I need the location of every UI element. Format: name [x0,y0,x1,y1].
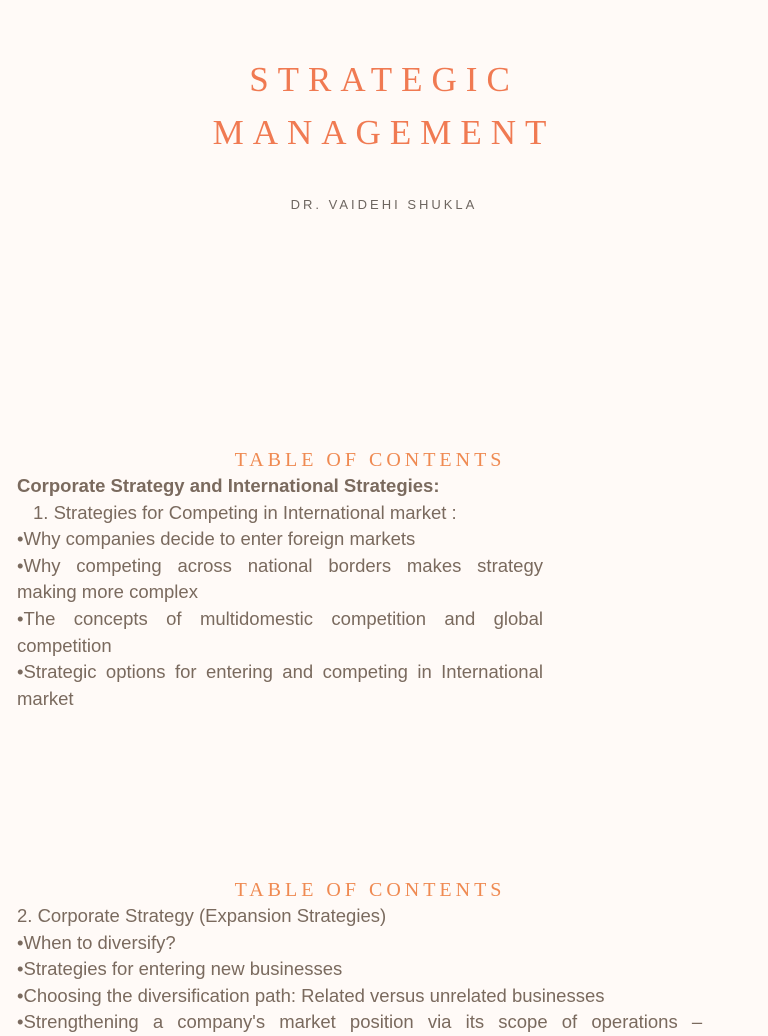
cover-title-line-1: STRATEGIC [249,60,519,99]
toc-bullet: •Why competing across national borders makes strategy making more complex [17,554,543,603]
toc-heading-1: TABLE OF CONTENTS [234,449,506,471]
toc-heading-2: TABLE OF CONTENTS [234,879,506,901]
toc-bullet: •Why companies decide to enter foreign markets [17,528,416,550]
toc-bullet: •Strengthening a company's market position via its scope of operations – [17,1011,703,1033]
toc-bullet: •Choosing the diversification path: Related versus unrelated businesses [17,984,605,1006]
toc-bullet: •Strategies for entering new businesses [17,958,343,980]
toc-bullet: •When to diversify? [17,931,176,953]
toc-section-2 [17,903,768,1036]
toc-numbered-item: 1. Strategies for Competing in International market : [33,501,457,523]
toc-bullet: •Strategic options for entering and competing in International market [17,661,543,709]
cover-title-line-2: MANAGEMENT [212,113,556,152]
toc-section-1 [17,473,543,712]
toc-bullet: •The concepts of multidomestic competition and global competition [17,607,543,656]
cover-author: DR. VAIDEHI SHUKLA [290,197,478,212]
toc-numbered-item: 2. Corporate Strategy (Expansion Strategies) [17,905,387,926]
toc-subheading: Corporate Strategy and International Strategies: [17,475,440,496]
